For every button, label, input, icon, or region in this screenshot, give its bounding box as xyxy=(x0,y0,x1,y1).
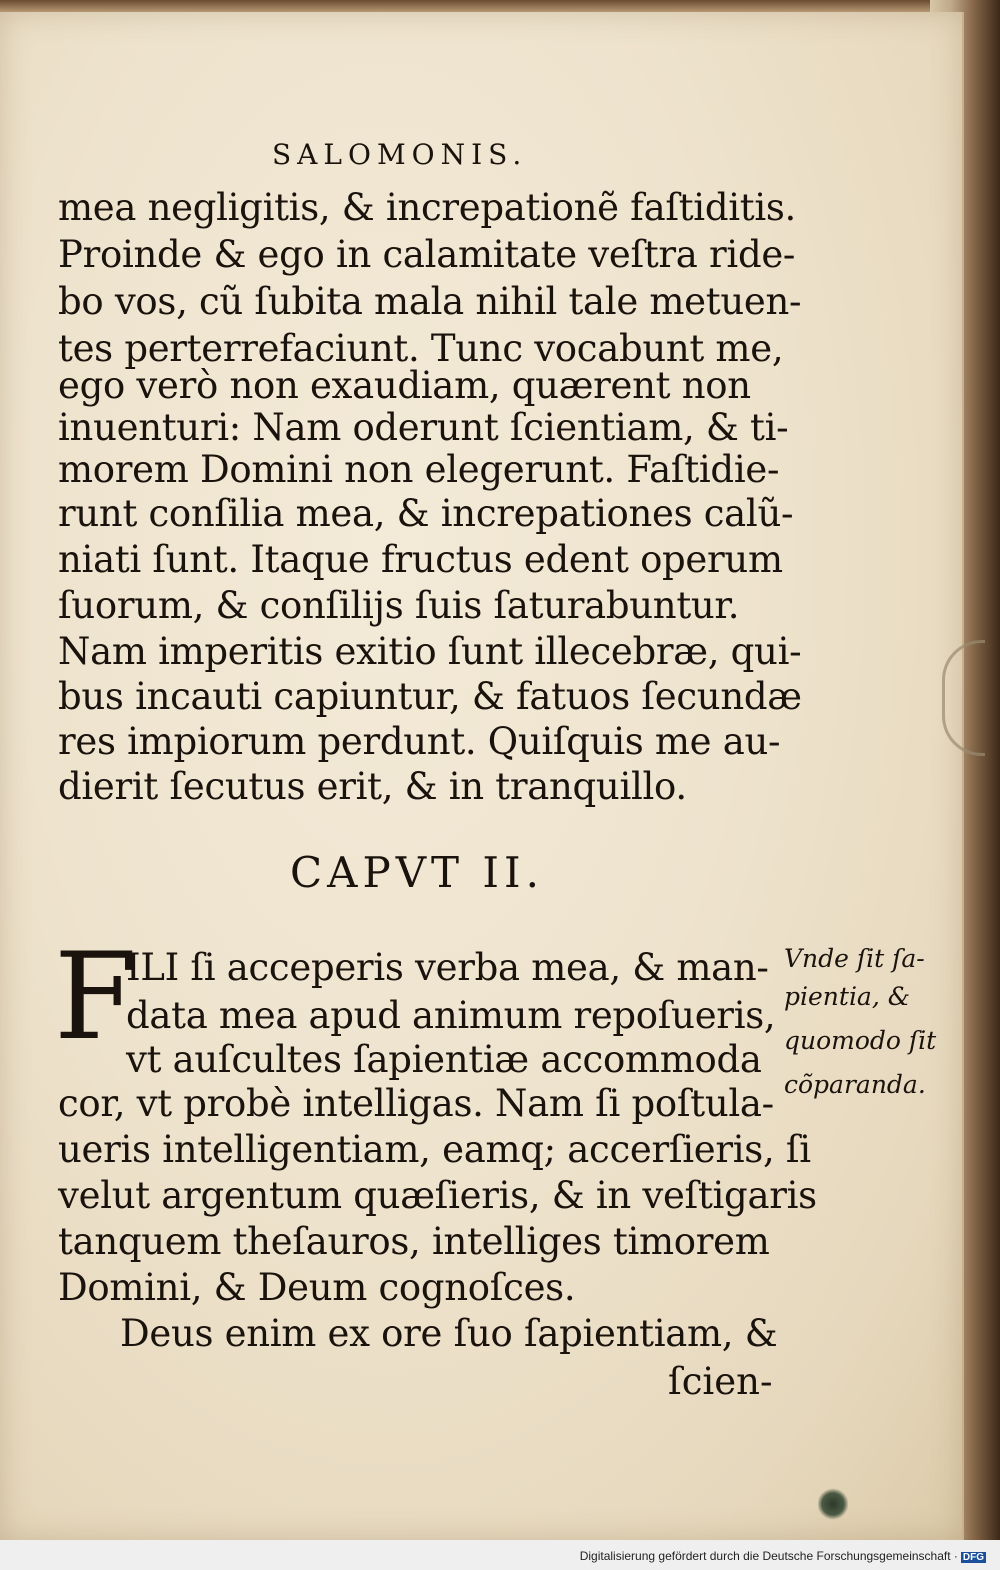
margin-note-line: pientia, & xyxy=(784,982,910,1011)
text-line: mea negligitis, & increpationẽ faſtiditis. xyxy=(58,186,797,229)
text-line: data mea apud animum repoſueris, xyxy=(126,994,776,1037)
text-line: tanquem theſauros, intelliges timorem xyxy=(58,1220,770,1263)
text-line: niati ſunt. Itaque fructus edent operum xyxy=(58,538,783,581)
text-line: runt conſilia mea, & increpationes calũ- xyxy=(58,492,794,535)
credit-text: Digitalisierung gefördert durch die Deutsche Forschungsgemeinschaft · xyxy=(579,1549,958,1563)
text-line: ego verò non exaudiam, quærent non xyxy=(58,364,751,407)
chapter-title: CAPVT II. xyxy=(290,848,544,897)
margin-note-line: quomodo ſit xyxy=(784,1026,937,1055)
decorated-initial: F xyxy=(54,928,138,1067)
text-line: ſuorum, & conſilijs ſuis ſaturabuntur. xyxy=(58,584,740,627)
text-line: Proinde & ego in calamitate veſtra ride- xyxy=(58,233,796,276)
page-clip-mark xyxy=(942,640,985,756)
text-line: Deus enim ex ore ſuo ſapientiam, & xyxy=(120,1312,778,1355)
text-line: velut argentum quæſieris, & in veſtigaris xyxy=(58,1174,817,1217)
text-line: dierit ſecutus erit, & in tranquillo. xyxy=(58,765,687,808)
running-head: SALOMONIS. xyxy=(272,138,528,171)
text-line: res impiorum perdunt. Quiſquis me au- xyxy=(58,720,781,763)
margin-note-line: cõparanda. xyxy=(784,1070,926,1099)
text-line: bo vos, cũ ſubita mala nihil tale metuen- xyxy=(58,280,802,323)
ink-stain xyxy=(818,1488,848,1520)
text-line: vt auſcultes ſapientiæ accommoda xyxy=(126,1038,762,1081)
catchword: ſcien- xyxy=(668,1360,773,1403)
dfg-logo: DFG xyxy=(962,1552,984,1563)
text-line: inuenturi: Nam oderunt ſcientiam, & ti- xyxy=(58,406,789,449)
digitization-credit xyxy=(580,1549,986,1563)
text-line: morem Domini non elegerunt. Faſtidie- xyxy=(58,448,780,491)
margin-note-line: Vnde ſit ſa- xyxy=(784,944,925,973)
text-line: Domini, & Deum cognoſces. xyxy=(58,1266,576,1309)
text-line: Nam imperitis exitio ſunt illecebræ, qui- xyxy=(58,630,802,673)
text-line: bus incauti capiuntur, & fatuos ſecundæ xyxy=(58,675,802,718)
text-line: tes perterrefaciunt. Tunc vocabunt me, xyxy=(58,327,784,370)
text-line: ILI ſi acceperis verba mea, & man- xyxy=(126,946,769,989)
text-line: cor, vt probè intelligas. Nam ſi poſtula- xyxy=(58,1082,774,1125)
text-line: ueris intelligentiam, eamq; accerſieris, ſi xyxy=(58,1128,811,1171)
